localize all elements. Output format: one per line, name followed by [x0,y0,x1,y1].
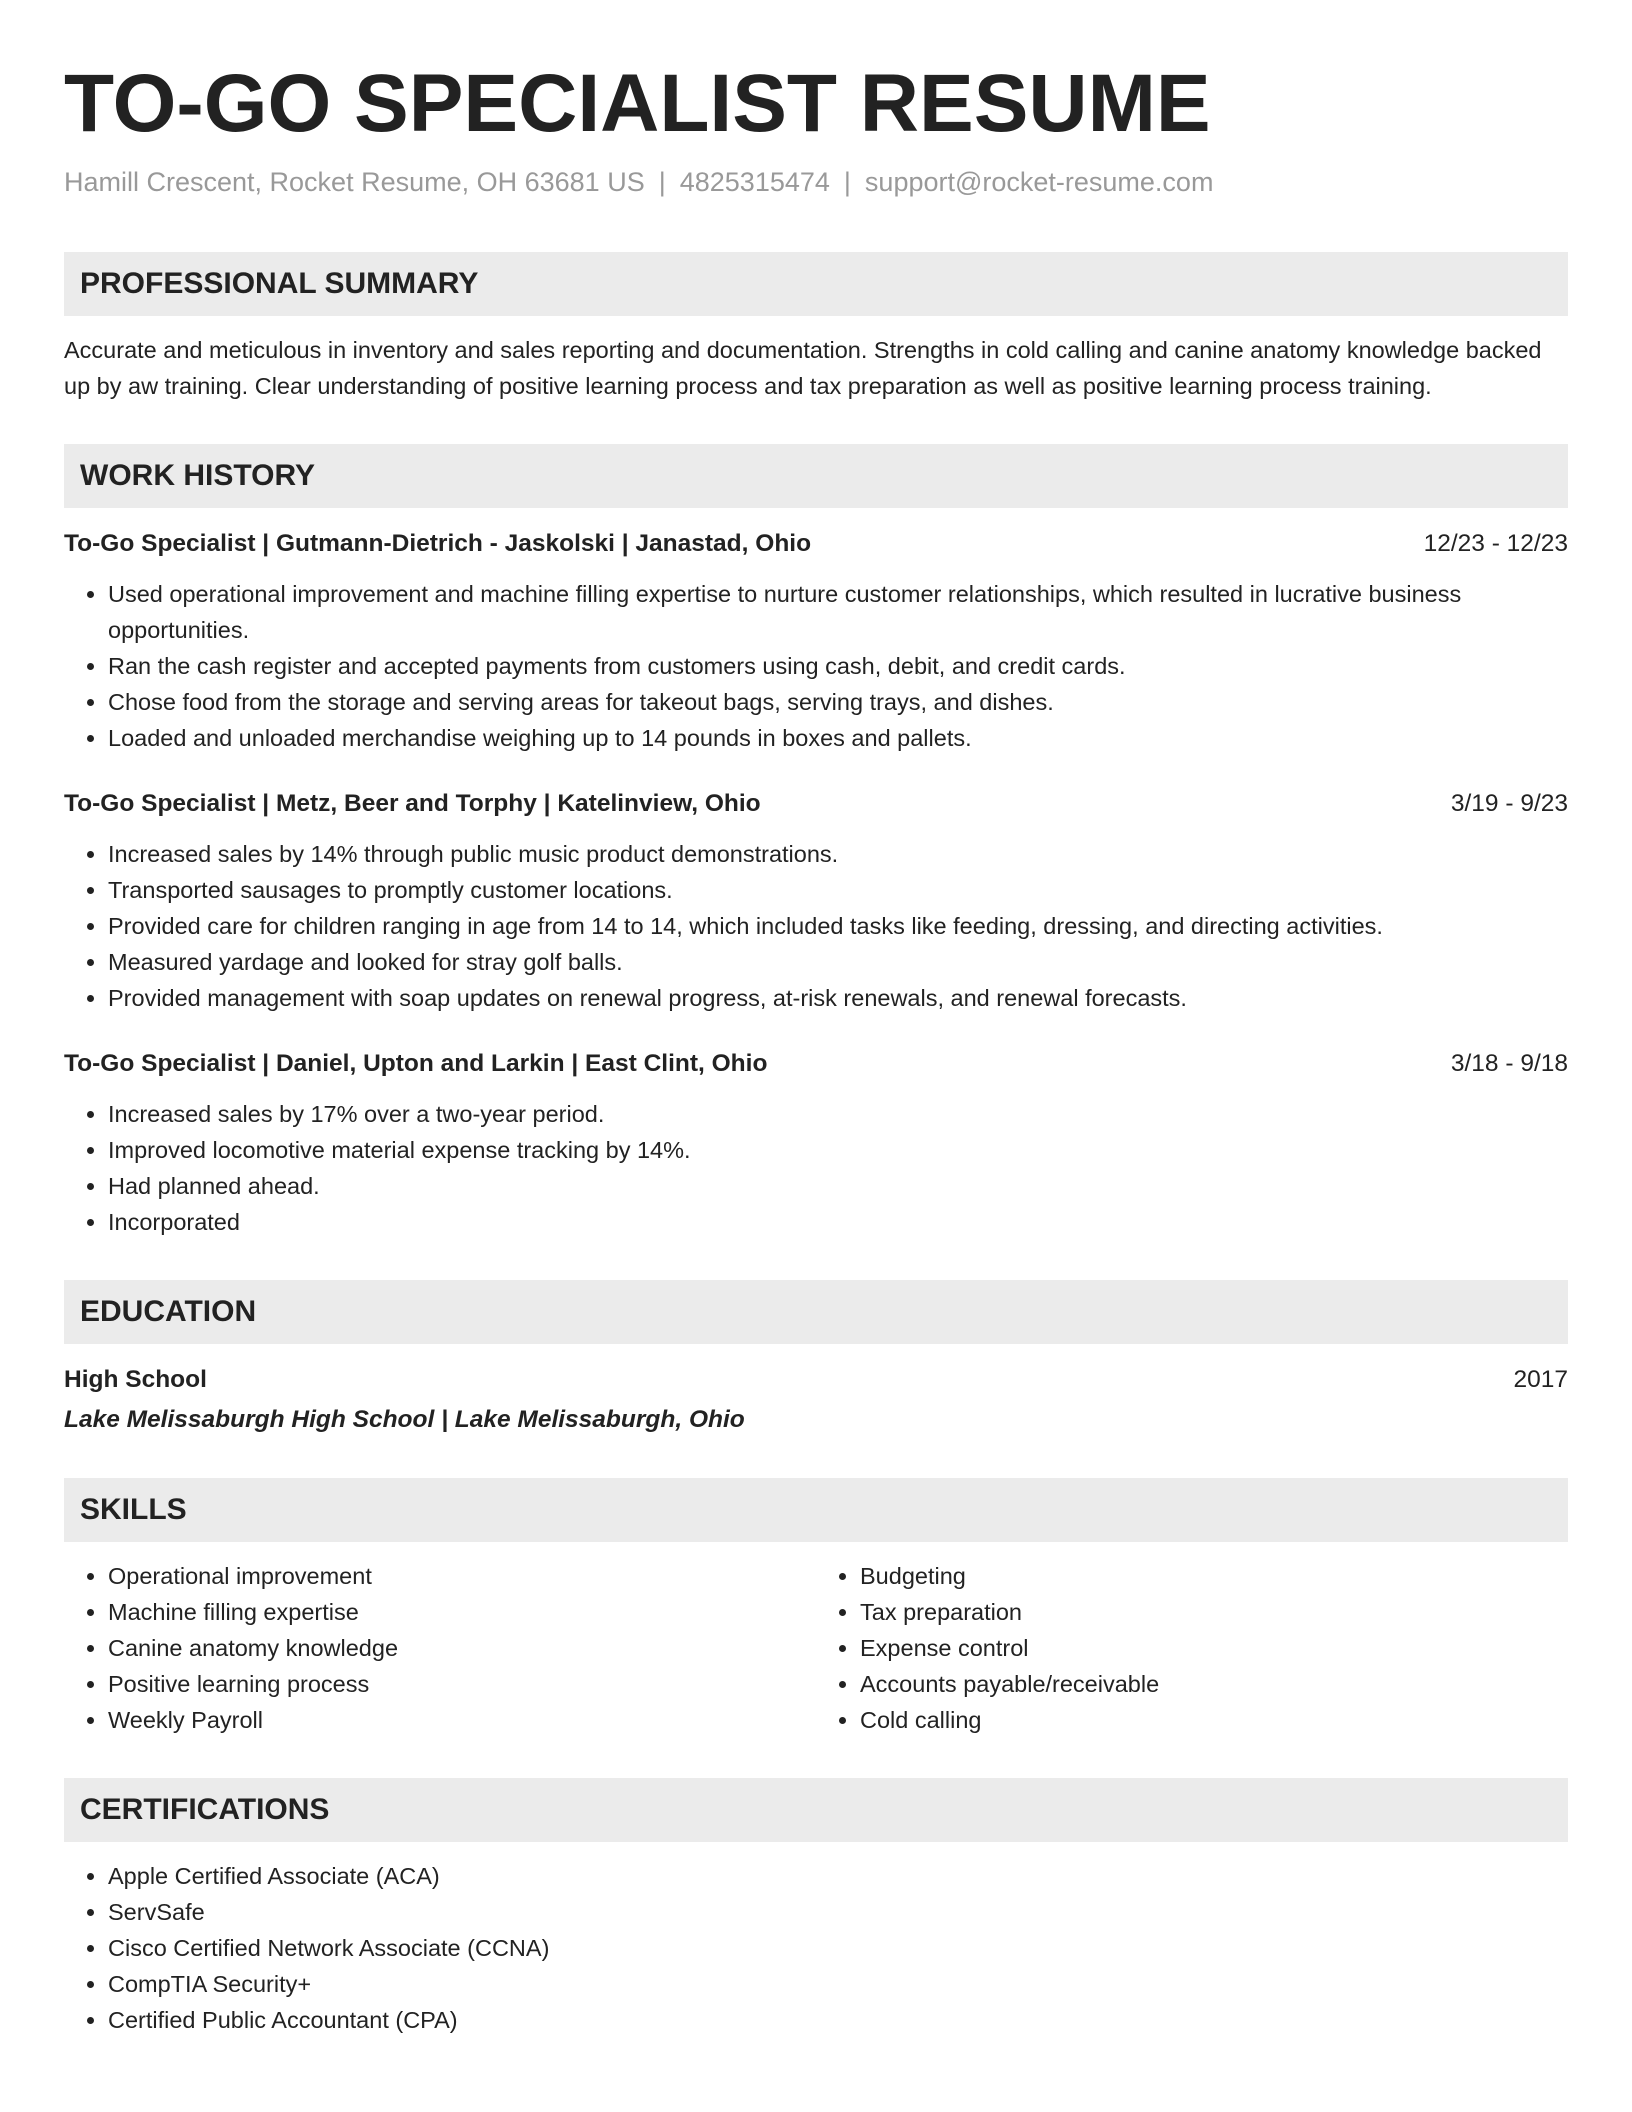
resume-page [64,58,1568,2038]
list-item: • Measured yardage and looked for stray golf balls. [108,944,1568,980]
list-item: • Chose food from the storage and serving areas for takeout bags, serving trays, and dishes. [108,684,1568,720]
job-dates: 3/19 - 9/23 [1450,790,1568,817]
contact-phone: 4825315474 [679,167,830,197]
list-item: • Apple Certified Associate (ACA) [108,1858,1568,1894]
contact-separator: | [843,167,851,197]
list-item: • Cisco Certified Network Associate (CCNA) [108,1930,1568,1966]
certifications-list [64,1858,1568,2038]
job-entry [64,1046,1568,1240]
job-heading: To-Go Specialist | Gutmann-Dietrich - Jaskolski | Janastad, Ohio [64,530,812,557]
list-item: • Canine anatomy knowledge [108,1630,816,1666]
contact-address: Hamill Crescent, Rocket Resume, OH 63681 US [64,167,645,197]
list-item: • Incorporated [108,1204,1568,1240]
education-header [64,1362,1568,1398]
education-degree: High School [64,1366,207,1393]
job-header [64,786,1568,822]
list-item: • Expense control [860,1630,1568,1666]
list-item: • ServSafe [108,1894,1568,1930]
list-item: • Operational improvement [108,1558,816,1594]
job-bullets [64,1096,1568,1240]
job-entry [64,786,1568,1016]
education-school: Lake Melissaburgh High School | Lake Melissaburgh, Ohio [64,1406,745,1433]
job-bullets [64,576,1568,756]
section-header-work-history: WORK HISTORY [64,444,1568,508]
certifications-bullets [64,1858,1568,2038]
skills-list [64,1558,1568,1738]
job-entry [64,526,1568,756]
list-item: • Improved locomotive material expense tracking by 14%. [108,1132,1568,1168]
resume-title: TO-GO SPECIALIST RESUME [64,58,1211,149]
job-heading: To-Go Specialist | Metz, Beer and Torphy | Katelinview, Ohio [64,790,761,817]
list-item: • Increased sales by 14% through public music product demonstrations. [108,836,1568,872]
job-header [64,526,1568,562]
list-item: • Provided care for children ranging in age from 14 to 14, which included tasks like feeding, dressing, and directing activities. [108,908,1568,944]
skills-column-left [64,1558,816,1738]
job-bullets [64,836,1568,1016]
skills-column-right [816,1558,1568,1738]
list-item: • Positive learning process [108,1666,816,1702]
section-header-summary: PROFESSIONAL SUMMARY [64,252,1568,316]
list-item: • Cold calling [860,1702,1568,1738]
list-item: • Had planned ahead. [108,1168,1568,1204]
list-item: • Ran the cash register and accepted payments from customers using cash, debit, and credit cards. [108,648,1568,684]
list-item: • Provided management with soap updates on renewal progress, at-risk renewals, and renewal forecasts. [108,980,1568,1016]
job-dates: 3/18 - 9/18 [1450,1050,1568,1077]
education-year: 2017 [1513,1366,1568,1393]
section-header-education: EDUCATION [64,1280,1568,1344]
section-header-skills: SKILLS [64,1478,1568,1542]
list-item: • Weekly Payroll [108,1702,816,1738]
summary-text: Accurate and meticulous in inventory and sales reporting and documentation. Strengths in cold calling and canine anatomy knowledge backed up by aw training. Clear understanding of positive learning process and tax preparation as well as positive learning process training. [64,337,1542,399]
list-item: • Tax preparation [860,1594,1568,1630]
job-header [64,1046,1568,1082]
list-item: • Loaded and unloaded merchandise weighing up to 14 pounds in boxes and pallets. [108,720,1568,756]
list-item: • Budgeting [860,1558,1568,1594]
list-item: • Increased sales by 17% over a two-year period. [108,1096,1568,1132]
list-item: • Certified Public Accountant (CPA) [108,2002,1568,2038]
contact-separator: | [658,167,666,197]
contact-email: support@rocket-resume.com [864,167,1214,197]
list-item: • Transported sausages to promptly customer locations. [108,872,1568,908]
list-item: • CompTIA Security+ [108,1966,1568,2002]
list-item: • Used operational improvement and machine filling expertise to nurture customer relationships, which resulted in lucrative business opportunities. [108,576,1568,648]
list-item: • Machine filling expertise [108,1594,816,1630]
job-dates: 12/23 - 12/23 [1423,530,1568,557]
list-item: • Accounts payable/receivable [860,1666,1568,1702]
job-heading: To-Go Specialist | Daniel, Upton and Larkin | East Clint, Ohio [64,1050,768,1077]
education-entry [64,1362,1568,1438]
contact-line [64,164,1568,200]
section-header-certifications: CERTIFICATIONS [64,1778,1568,1842]
